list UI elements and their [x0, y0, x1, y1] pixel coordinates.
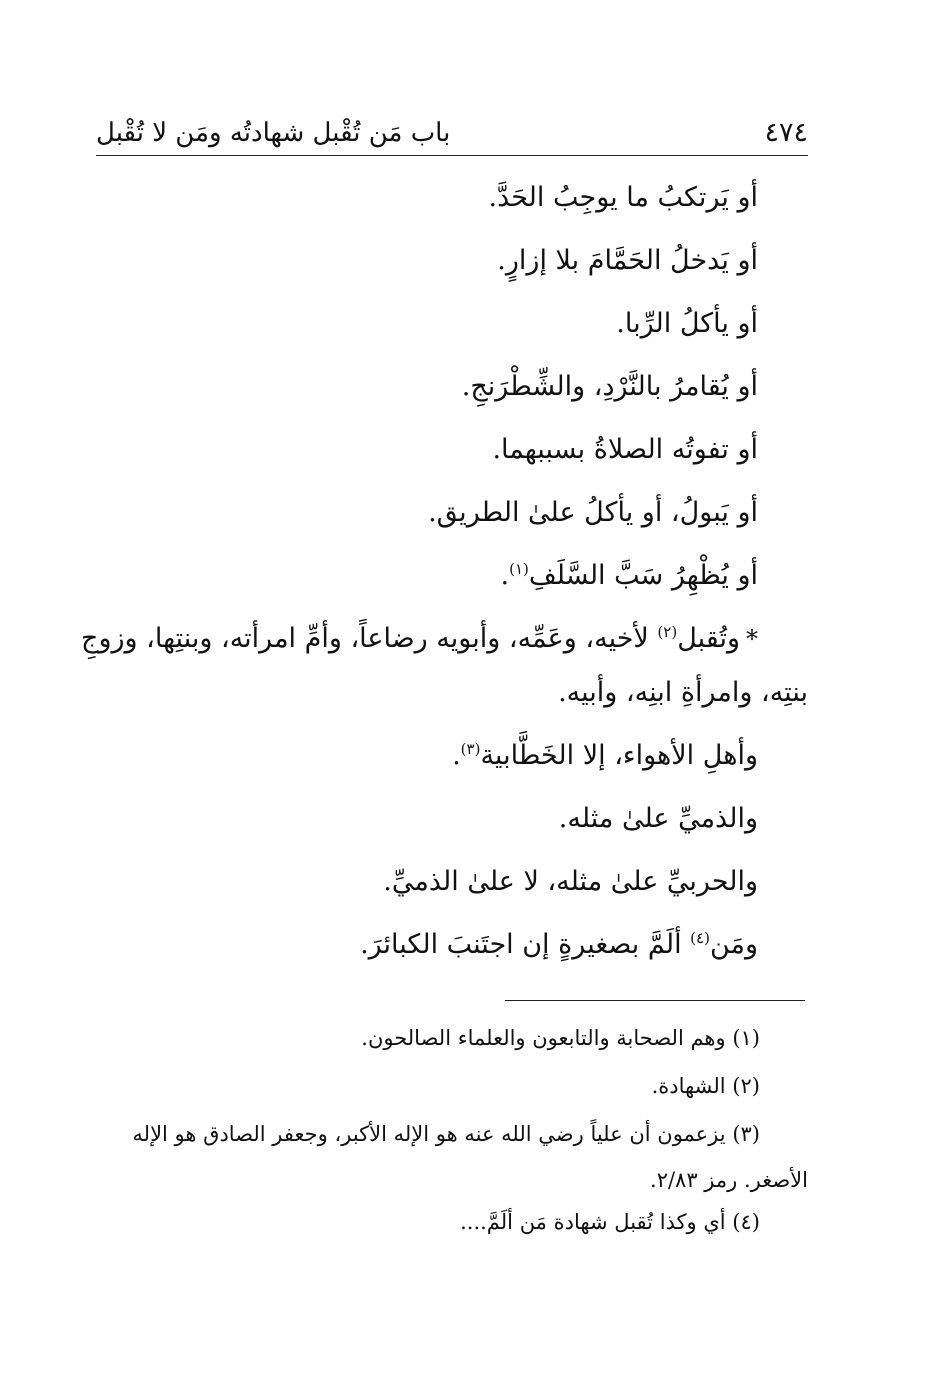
footnote-marker: (٢)	[657, 623, 678, 641]
header-divider	[96, 155, 808, 156]
text-line: والحربيِّ علىٰ مثله، لا علىٰ الذميِّ.	[383, 866, 758, 897]
text-line: أو يَرتكبُ ما يوجِبُ الحَدَّ.	[488, 182, 758, 213]
footnotes	[96, 1024, 808, 1256]
text-line	[90, 560, 808, 592]
footnote-marker: (٣)	[460, 740, 481, 758]
footnote-1: (١) وهم الصحابة والتابعون والعلماء الصالحون.	[361, 1026, 760, 1050]
star-marker: *	[746, 625, 758, 653]
footnote-3-continuation: الأصغر. رمز ٢/٨٣.	[650, 1168, 808, 1192]
text-line-end: .	[452, 740, 461, 771]
footnote-marker: (١)	[509, 560, 529, 578]
text-line: أو يأكلُ الرِّبا.	[616, 308, 758, 339]
footnote-2: (٢) الشهادة.	[651, 1074, 760, 1098]
text-line: أو تفوتُه الصلاةُ بسببهما.	[492, 434, 758, 465]
page-number: ٤٧٤	[764, 117, 808, 148]
paragraph-lead: وتُقبل	[677, 623, 740, 654]
paragraph-first-line	[81, 623, 808, 655]
paragraph-continuation: بنتِه، وامرأةِ ابنِه، وأبيه.	[558, 677, 808, 708]
footnote-marker: (٤)	[690, 929, 710, 947]
text-line: أو يَدخلُ الحَمَّامَ بلا إزارٍ.	[497, 245, 758, 276]
text-line: والذميِّ علىٰ مثله.	[558, 803, 758, 834]
running-title: باب مَن تُقْبل شهادتُه ومَن لا تُقْبل	[96, 118, 451, 148]
text-line-body: وأهلِ الأهواء، إلا الخَطَّابية	[480, 740, 758, 771]
text-line-lead: ومَن	[709, 929, 758, 960]
text-line-rest: ألَمَّ بصغيرةٍ إن اجتَنبَ الكبائرَ.	[360, 929, 691, 960]
footnote-4: (٤) أي وكذا تُقبل شهادة مَن ألَمَّ....	[460, 1210, 760, 1234]
paragraph-rest: لأخيه، وعَمِّه، وأبويه رضاعاً، وأمِّ امرأته، وبنتِها، وزوجِ	[81, 623, 658, 654]
footnote-divider	[505, 1000, 805, 1001]
text-line: أو يَبولُ، أو يأكلُ علىٰ الطريق.	[428, 497, 758, 528]
text-line	[90, 740, 808, 772]
text-line: أو يُقامرُ بالنَّرْدِ، والشِّطْرَنجِ.	[461, 371, 758, 402]
footnote-3: (٣) يزعمون أن علياً رضي الله عنه هو الإله الأكبر، وجعفر الصادق هو الإله	[132, 1122, 760, 1146]
text-line-body: أو يُظْهِرُ سَبَّ السَّلَفِ	[528, 560, 758, 591]
text-line	[90, 929, 808, 961]
main-text	[81, 182, 808, 992]
page-header	[96, 112, 808, 154]
text-line-end: .	[500, 560, 510, 591]
